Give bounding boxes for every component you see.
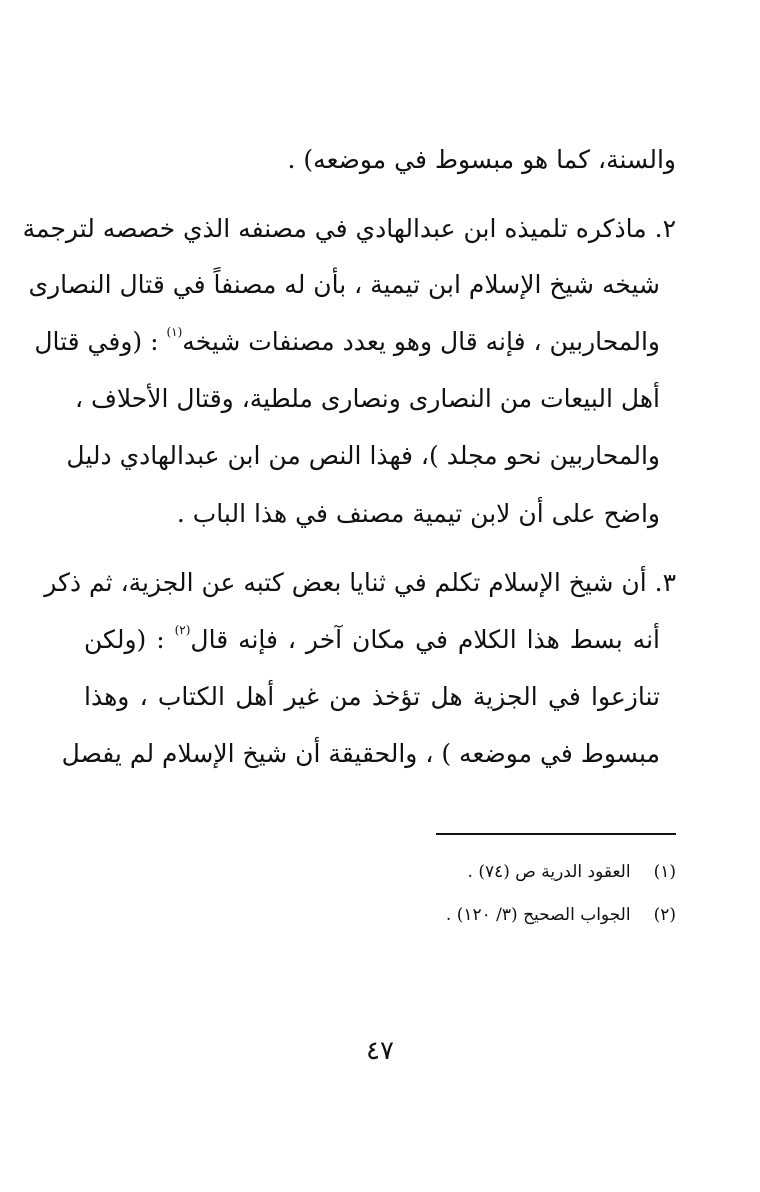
text-span: تنازعوا في الجزية هل تؤخذ من غير أهل الكتاب ، وهذا <box>84 682 660 711</box>
footnote-text: الجواب الصحيح (٣/ ١٢٠) . <box>445 905 631 925</box>
text-line <box>84 620 660 660</box>
page-number: ٤٧ <box>366 1036 394 1066</box>
text-line <box>76 140 676 180</box>
text-line <box>84 677 660 717</box>
text-line <box>66 436 660 476</box>
text-span: أنه بسط هذا الكلام في مكان آخر ، فإنه قال <box>190 625 660 654</box>
footnote-number: (١) <box>653 862 676 882</box>
text-line <box>28 265 660 305</box>
text-line <box>61 734 660 774</box>
text-line <box>84 494 660 534</box>
text-span: : (وفي قتال <box>34 327 167 356</box>
text-span: شيخه شيخ الإسلام ابن تيمية ، بأن له مصنفاً في قتال النصارى <box>28 270 660 299</box>
footnote-divider <box>436 833 676 835</box>
footnote-marker-1: (١) <box>166 325 183 339</box>
text-span: ٣. أن شيخ الإسلام تكلم في ثنايا بعض كتبه عن الجزية، ثم ذكر <box>44 568 676 597</box>
text-span: مبسوط في موضعه ) ، والحقيقة أن شيخ الإسلام لم يفصل <box>61 739 660 768</box>
text-span: ٢. ماذكره تلميذه ابن عبدالهادي في مصنفه الذي خصصه لترجمة <box>22 214 676 243</box>
text-line <box>34 322 660 362</box>
text-span: والمحاربين نحو مجلد )، فهذا النص من ابن عبدالهادي دليل <box>66 441 660 470</box>
text-span <box>34 327 660 356</box>
text-line <box>74 379 660 419</box>
footnote-marker-2: (٢) <box>174 623 191 637</box>
text-span: والمحاربين ، فإنه قال وهو يعدد مصنفات شيخه <box>182 327 660 356</box>
text-line <box>22 209 676 249</box>
text-span <box>84 625 660 654</box>
text-span: أهل البيعات من النصارى ونصارى ملطية، وقتال الأحلاف ، <box>74 384 660 413</box>
footnote-text: العقود الدرية ص (٧٤) . <box>467 862 631 882</box>
text-span: : (ولكن <box>84 625 175 654</box>
footnote-1 <box>76 858 676 886</box>
footnote-number: (٢) <box>653 905 676 925</box>
footnote-2 <box>76 901 676 929</box>
text-line <box>44 563 676 603</box>
text-span: والسنة، كما هو مبسوط في موضعه) . <box>287 145 676 174</box>
text-span: واضح على أن لابن تيمية مصنف في هذا الباب . <box>176 499 660 528</box>
